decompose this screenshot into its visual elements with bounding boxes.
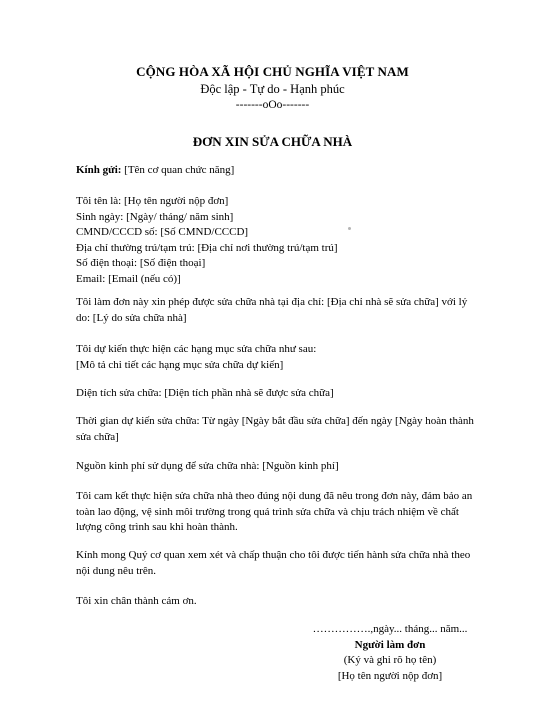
- items-paragraph: [76, 342, 486, 373]
- time-line-1: Thời gian dự kiến sửa chữa: Từ ngày [Ngày bắt đầu sửa chữa] đến ngày [Ngày hoàn thành: [76, 415, 474, 427]
- header-separator: -------oOo-------: [235, 99, 310, 111]
- applicant-address: Địa chỉ thường trú/tạm trú: [Địa chỉ nơi thường trú/tạm trú]: [76, 241, 338, 254]
- applicant-phone: Số điện thoại: [Số điện thoại]: [76, 257, 206, 269]
- commitment-paragraph: [76, 489, 486, 536]
- commitment-line-1: Tôi cam kết thực hiện sửa chữa nhà theo đúng nội dung đã nêu trong đơn này, đảm bảo an: [76, 490, 473, 502]
- request-line-1: Tôi làm đơn này xin phép được sửa chữa nhà tại địa chỉ: [Địa chỉ nhà sẽ sửa chữa] với lý: [76, 296, 468, 308]
- applicant-name: Tôi tên là: [Họ tên người nộp đơn]: [76, 195, 229, 207]
- request-paragraph: [76, 295, 486, 326]
- plea-line-2: nội dung nêu trên.: [76, 564, 157, 577]
- commitment-line-3: lượng công trình sau khi hoàn thành.: [76, 521, 238, 533]
- items-line-2: [Mô tả chi tiết các hạng mục sửa chữa dự kiến]: [76, 358, 284, 371]
- plea-line-1: Kính mong Quý cơ quan xem xét và chấp thuận cho tôi được tiến hành sửa chữa nhà theo: [76, 549, 471, 561]
- national-motto: Độc lập - Tự do - Hạnh phúc: [200, 82, 345, 96]
- signature-block: [290, 622, 490, 684]
- funding-paragraph: [76, 459, 486, 475]
- plea-paragraph: [76, 548, 486, 579]
- commitment-line-2: toàn lao động, vệ sinh môi trường trong quá trình sửa chữa và chịu trách nhiệm về chất: [76, 505, 459, 518]
- items-line-1: Tôi dự kiến thực hiện các hạng mục sửa chữa như sau:: [76, 343, 317, 355]
- signature-role: Người làm đơn: [354, 638, 426, 651]
- recipient-label: Kính gửi:: [76, 164, 122, 176]
- signature-instruction: (Ký và ghi rõ họ tên): [343, 654, 437, 666]
- thanks-line: Tôi xin chân thành cảm ơn.: [76, 595, 197, 607]
- applicant-id-number: CMND/CCCD số: [Số CMND/CCCD]: [76, 226, 249, 238]
- signature-name: [Họ tên người nộp đơn]: [337, 669, 443, 682]
- stray-dot: [348, 227, 351, 230]
- time-line-2: sửa chữa]: [76, 430, 119, 443]
- funding-line: Nguồn kinh phí sử dụng để sửa chữa nhà: [Nguồn kinh phí]: [76, 460, 339, 472]
- applicant-email: Email: [Email (nếu có)]: [76, 272, 181, 285]
- national-title: CỘNG HÒA XÃ HỘI CHỦ NGHĨA VIỆT NAM: [136, 64, 409, 79]
- applicant-birthdate: Sinh ngày: [Ngày/ tháng/ năm sinh]: [76, 210, 234, 223]
- area-paragraph: [76, 386, 486, 402]
- document-title: ĐƠN XIN SỬA CHỮA NHÀ: [192, 134, 353, 149]
- recipient-line: [76, 163, 486, 179]
- signature-date-line: …………….,ngày... tháng... năm...: [312, 623, 468, 635]
- request-line-2: do: [Lý do sửa chữa nhà]: [76, 311, 187, 324]
- applicant-info: [76, 194, 486, 287]
- area-line: Diện tích sửa chữa: [Diện tích phần nhà sẽ được sửa chữa]: [76, 387, 334, 399]
- recipient-value: [Tên cơ quan chức năng]: [121, 164, 235, 176]
- thanks-paragraph: [76, 594, 486, 610]
- time-paragraph: [76, 414, 486, 445]
